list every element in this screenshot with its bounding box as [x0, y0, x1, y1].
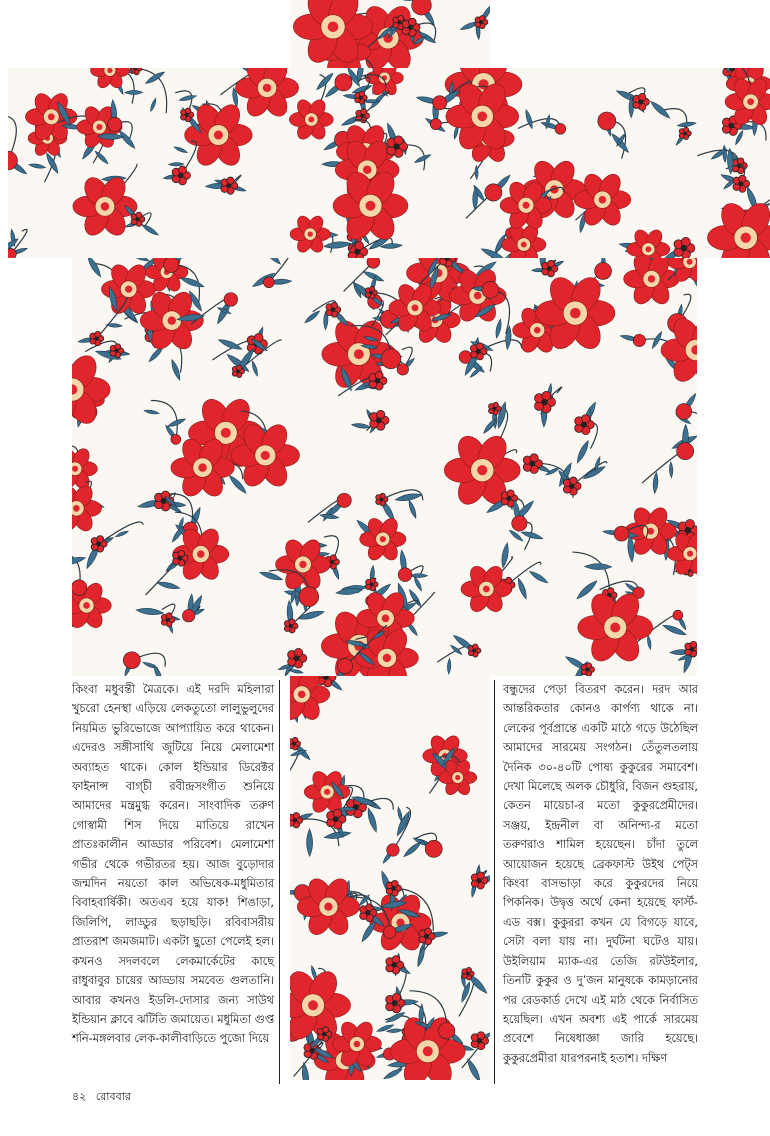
page-footer	[72, 1088, 137, 1107]
floral-pattern-icon	[290, 676, 490, 1080]
right-column-text: বন্ধুদের পেড়া বিতরণ করেন। দরদ আর আন্তরিকতার কোনও কার্পণ্য থাকে না। লেকের পূর্বপ্রান্তে একটি মাঠে গড়ে উঠেছিল আমাদের সারমেয় সংগঠন। তেঁতুলতলায় দৈনিক ৩০-৪০টি পোষ্য কুকুরের সমাবেশ। দেখা মিলেছে অলক চৌধুরি, বিজন গুহরায়, কেতন মায়েচা-র মতো কুকুরপ্রেমীদের। সঞ্জয়, ইন্দ্রনীল বা অনিন্দ্য-র মতো তরুণরাও শামিল হয়েছেন। চাঁদা তুলে আয়োজন হয়েছে ব্রেকফাস্ট উইথ পেট্স কিংবা বাসভাড়া করে কুকুরদের নিয়ে পিকনিক। উদ্বৃত্ত অর্থে কেনা হয়েছে ফার্স্ট-এড বক্স। কুকুররা কখন যে বিগড়ে যাবে, সেটা বলা যায় না। দুর্ঘটনা ঘটেও যায়। উইলিয়াম ম্যাক-এর তেজি রটউইলার, তিনটি কুকুর ও দু’জন মানুষকে কামড়ানোর পর রেডকার্ড দেখে এই মাঠ থেকে নির্বাসিত হয়েছিল। এখন অবশ্য এই পার্কে সারমেয় প্রবেশে নিষেধাজ্ঞা জারি হয়েছে। কুকুরপ্রেমীরা যারপরনাই হতাশ। দক্ষিণ	[503, 683, 698, 1065]
article-right-column	[503, 680, 698, 1068]
magazine-name: রোববার	[95, 1090, 131, 1103]
floral-illustration-top	[290, 0, 490, 68]
floral-pattern-icon	[72, 258, 697, 676]
column-divider-right	[494, 680, 495, 1084]
floral-illustration-column	[290, 676, 490, 1080]
floral-pattern-icon	[8, 68, 770, 258]
floral-illustration-main	[8, 68, 770, 258]
floral-illustration-middle	[72, 258, 697, 676]
article-left-column	[72, 680, 274, 1049]
column-divider-left	[279, 680, 280, 1084]
page-number: ৪২	[72, 1090, 87, 1103]
floral-pattern-icon	[290, 0, 490, 68]
left-column-text: কিংবা মধুবন্তী মৈত্রকে। এই দরদি মহিলারা খুচরো হেনস্থা এড়িয়ে লেকতুতো লালুভুলুদের নিয়মিত ভুরিভোজে আপ্যায়িত করে থাকেন। এদেরও সঙ্গীসাথি জুটিয়ে নিয়ে মেলামেশা অব্যাহত থাকে। কোল ইন্ডিয়ার ডিরেক্টর ফাইনান্স বাগ্চী রবীন্দ্রসংগীত শুনিয়ে আমাদের মন্ত্রমুগ্ধ করেন। সাংবাদিক তরুণ গোস্বামী শিস দিয়ে মাতিয়ে রাখেন প্রাতঃকালীন আড্ডার পরিবেশ। মেলামেশা গভীর থেকে গভীরতর হয়। আজ বুড়োদার জন্মদিন নয়তো কাল অভিষেক-মধুমিতার বিবাহবার্ষিকী। অতএব হয়ে যাক! শিঙাড়া, জিলিপি, লাড্ডুর ছড়াছড়ি। রবিবাসরীয় প্রাতরাশ জমজমাট। একটা ছুতো পেলেই হল। কখনও সদলবলে লেকমার্কেটের কাছে রাধুবাবুর চায়ের আড্ডায় সমবেত গুলতানি। আবার কখনও ইডলি-দোসার জন্য সাউথ ইন্ডিয়ান ক্লাবে ঝটিতি জমায়েত। মধুমিতা গুপ্ত শনি-মঙ্গলবার লেক-কালীবাড়িতে পুজো দিয়ে	[72, 683, 274, 1046]
